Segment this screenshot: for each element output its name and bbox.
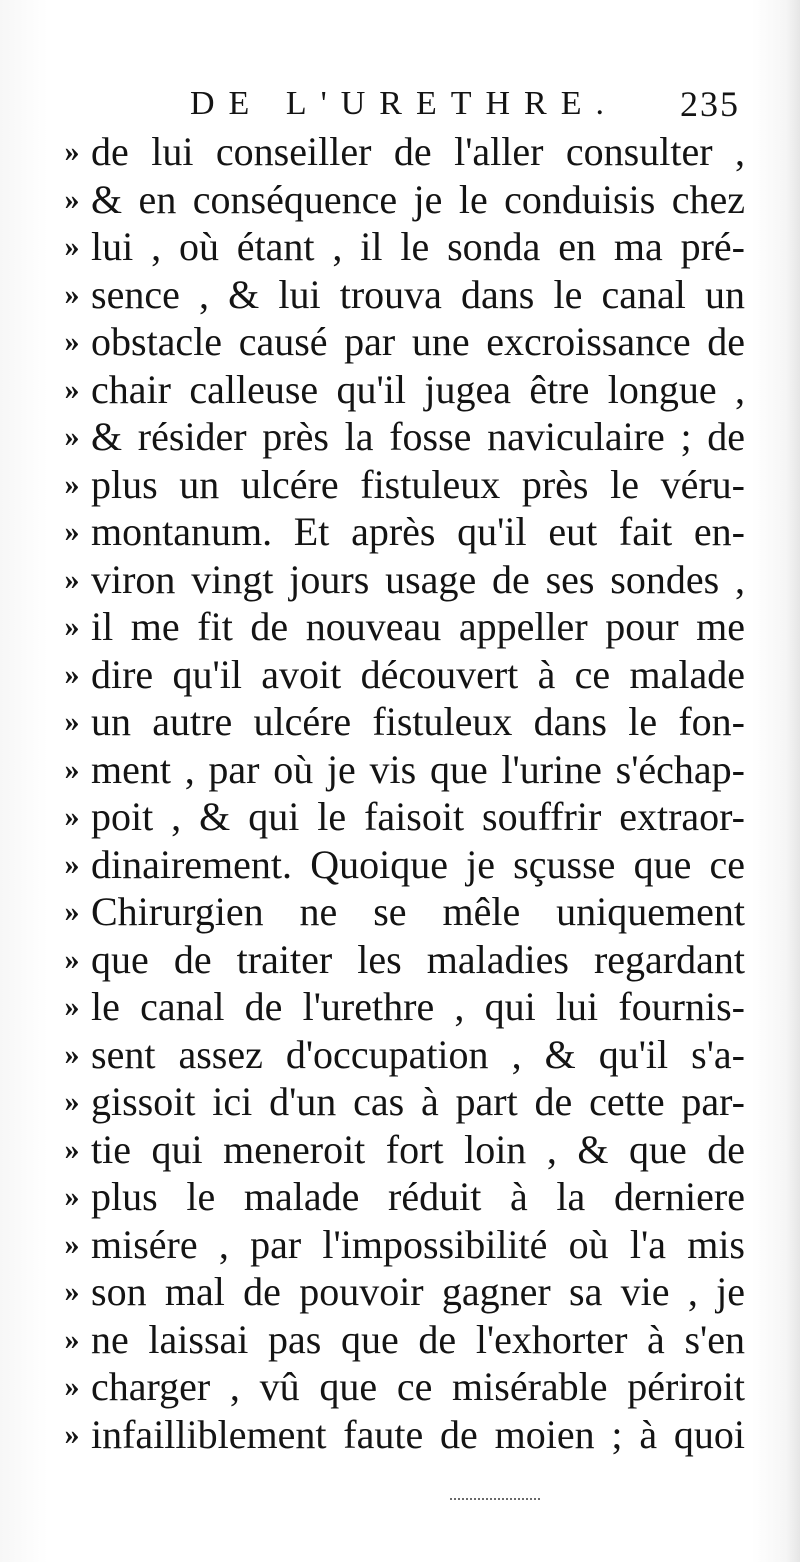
quote-mark: » (64, 847, 80, 881)
line-text: misére , par l'impossibilité où l'a mis (91, 1221, 745, 1267)
line-text: plus le malade réduit à la derniere (91, 1174, 745, 1219)
quote-mark: » (64, 610, 80, 643)
line-text: viron vingt jours usage de ses sondes , (91, 556, 745, 602)
quote-mark: » (64, 230, 80, 263)
text-line (55, 366, 745, 414)
line-text: & en conséquence je le conduisis chez (91, 176, 745, 222)
text-line (55, 698, 745, 746)
line-text: de lui conseiller de l'aller consulter , (91, 129, 745, 174)
line-text: le canal de l'urethre , qui lui fournis- (91, 984, 745, 1029)
quote-mark: » (64, 895, 80, 928)
body-text (55, 128, 745, 1458)
text-line (55, 1078, 745, 1126)
text-line (55, 936, 745, 984)
text-line (55, 793, 745, 841)
text-line (55, 651, 745, 699)
text-line (55, 556, 745, 604)
text-line (55, 983, 745, 1031)
line-text: dinairement. Quoique je sçusse que ce (91, 841, 745, 887)
quote-mark: » (64, 1417, 80, 1451)
quote-mark: » (64, 1132, 80, 1166)
quote-mark: » (64, 372, 80, 406)
text-line (55, 318, 745, 366)
line-text: dire qu'il avoit découvert à ce malade (91, 651, 745, 697)
page-edge-shadow (786, 0, 800, 1562)
running-title: DE L'URETHRE. (190, 85, 618, 122)
quote-mark: » (64, 1227, 80, 1261)
quote-mark: » (64, 1180, 80, 1213)
line-text: poit , & qui le faisoit souffrir extraor- (91, 794, 745, 839)
quote-mark: » (64, 1275, 80, 1308)
text-line (55, 223, 745, 271)
line-text: & résider près la fosse naviculaire ; de (91, 414, 745, 459)
line-text: gissoit ici d'un cas à part de cette par- (91, 1079, 745, 1124)
line-text: tie qui meneroit fort loin , & que de (91, 1126, 745, 1172)
text-line (55, 1173, 745, 1221)
text-line (55, 1268, 745, 1316)
text-line (55, 1411, 745, 1459)
running-head (190, 84, 750, 124)
quote-mark: » (64, 325, 80, 358)
text-line (55, 461, 745, 509)
quote-mark: » (64, 942, 80, 976)
quote-mark: » (64, 657, 80, 691)
quote-mark: » (64, 135, 80, 168)
footer-ornament (450, 1498, 540, 1506)
text-line (55, 271, 745, 319)
line-text: montanum. Et après qu'il eut fait en- (91, 509, 745, 554)
line-text: sence , & lui trouva dans le canal un (91, 271, 745, 317)
quote-mark: » (64, 467, 80, 501)
quote-mark: » (64, 752, 80, 786)
line-text: charger , vû que ce misérable périroit (91, 1364, 745, 1409)
line-text: ne laissai pas que de l'exhorter à s'en (91, 1316, 745, 1362)
text-line (55, 746, 745, 794)
line-text: sent assez d'occupation , & qu'il s'a- (91, 1031, 745, 1077)
quote-mark: » (64, 1370, 80, 1403)
text-line (55, 1363, 745, 1411)
line-text: que de traiter les maladies regardant (91, 936, 745, 982)
line-text: obstacle causé par une excroissance de (91, 319, 745, 364)
quote-mark: » (64, 182, 80, 216)
text-line (55, 1221, 745, 1269)
text-line (55, 888, 745, 936)
quote-mark: » (64, 420, 80, 453)
quote-mark: » (64, 990, 80, 1023)
quote-mark: » (64, 705, 80, 738)
text-line (55, 508, 745, 556)
text-line (55, 1126, 745, 1174)
line-text: un autre ulcére fistuleux dans le fon- (91, 699, 745, 744)
quote-mark: » (64, 562, 80, 596)
text-line (55, 841, 745, 889)
line-text: plus un ulcére fistuleux près le véru- (91, 461, 745, 507)
line-text: lui , où étant , il le sonda en ma pré- (91, 224, 745, 269)
quote-mark: » (64, 1322, 80, 1356)
text-line (55, 176, 745, 224)
line-text: infailliblement faute de moien ; à quoi (91, 1411, 745, 1457)
text-line (55, 1031, 745, 1079)
quote-mark: » (64, 515, 80, 548)
line-text: chair calleuse qu'il jugea être longue , (91, 366, 745, 412)
line-text: son mal de pouvoir gagner sa vie , je (91, 1269, 745, 1314)
text-line (55, 413, 745, 461)
line-text: Chirurgien ne se mêle uniquement (91, 889, 745, 934)
text-line (55, 1316, 745, 1364)
text-line (55, 603, 745, 651)
line-text: il me fit de nouveau appeller pour me (91, 604, 745, 649)
quote-mark: » (64, 1085, 80, 1118)
quote-mark: » (64, 277, 80, 311)
line-text: ment , par où je vis que l'urine s'échap- (91, 746, 745, 792)
quote-mark: » (64, 800, 80, 833)
quote-mark: » (64, 1037, 80, 1071)
page-number: 235 (680, 84, 740, 124)
text-line (55, 128, 745, 176)
